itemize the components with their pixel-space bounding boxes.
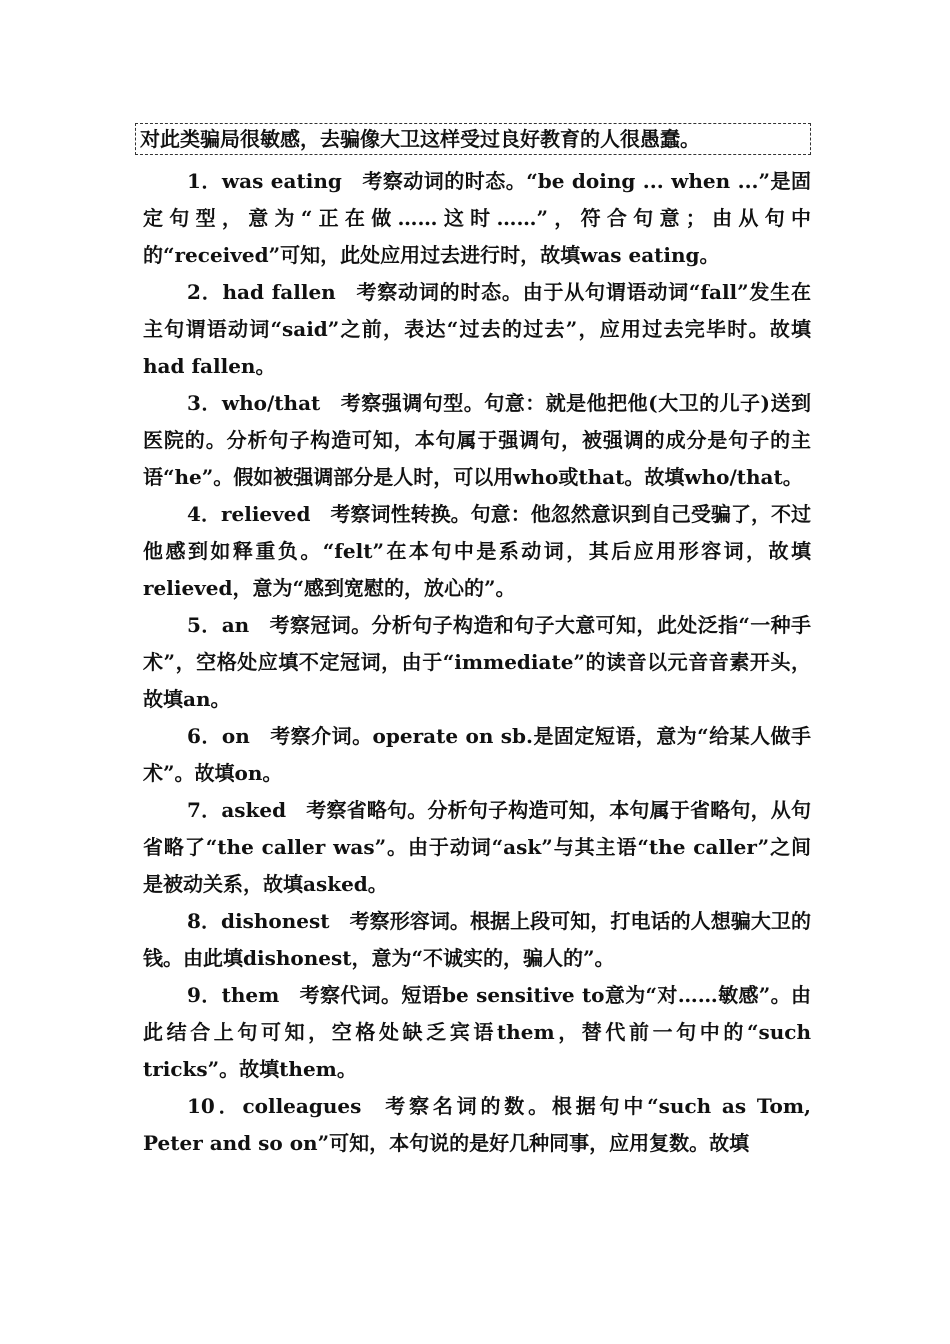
item-number: 4． bbox=[187, 502, 221, 526]
item-explanation: 考察动词的时态。由于从句谓语动词“fall”发生在主句谓语动词“said”之前，表达“过去的过去”，应用过去完毕时。故填had fallen。 bbox=[143, 280, 811, 378]
item-answer: on bbox=[221, 724, 250, 748]
item-number: 10． bbox=[187, 1094, 243, 1118]
item-explanation: 考察代词。短语be sensitive to意为“对……敏感”。由此结合上句可知，空格处缺乏宾语them，替代前一句中的“such tricks”。故填them。 bbox=[143, 983, 811, 1081]
answer-item bbox=[143, 385, 811, 496]
answer-item bbox=[143, 607, 811, 718]
answer-item bbox=[143, 903, 811, 977]
item-answer: who/that bbox=[221, 391, 321, 415]
item-answer: was eating bbox=[221, 169, 342, 193]
item-number: 7． bbox=[187, 798, 222, 822]
item-number: 6． bbox=[187, 724, 222, 748]
answer-item bbox=[143, 163, 811, 274]
item-explanation: 考察介词。operate on sb.是固定短语，意为“给某人做手术”。故填on。 bbox=[143, 724, 812, 785]
item-answer: them bbox=[221, 983, 280, 1007]
item-explanation: 考察省略句。分析句子构造可知，本句属于省略句，从句省略了“the caller was”。由于动词“ask”与其主语“the caller”之间是被动关系，故填asked。 bbox=[143, 798, 811, 896]
item-explanation: 考察形容词。根据上段可知，打电话的人想骗大卫的钱。由此填dishonest，意为“不诚实的，骗人的”。 bbox=[143, 909, 811, 970]
item-explanation: 考察强调句型。句意：就是他把他(大卫的儿子)送到医院的。分析句子构造可知，本句属于强调句，被强调的成分是句子的主语“he”。假如被强调部分是人时，可以用who或that。故填who/that。 bbox=[143, 391, 811, 489]
answer-item bbox=[143, 792, 811, 903]
item-number: 2． bbox=[187, 280, 223, 304]
answer-item bbox=[143, 274, 811, 385]
item-answer: had fallen bbox=[222, 280, 336, 304]
item-explanation: 考察冠词。分析句子构造和句子大意可知，此处泛指“一种手术”，空格处应填不定冠词，由于“immediate”的读音以元音音素开头，故填an。 bbox=[143, 613, 811, 711]
answer-item bbox=[143, 1088, 811, 1162]
answer-item bbox=[143, 496, 811, 607]
item-answer: colleagues bbox=[242, 1094, 362, 1118]
item-answer: relieved bbox=[220, 502, 311, 526]
item-number: 1． bbox=[187, 169, 222, 193]
item-number: 3． bbox=[187, 391, 222, 415]
item-number: 9． bbox=[187, 983, 222, 1007]
item-answer: asked bbox=[221, 798, 287, 822]
item-answer: an bbox=[221, 613, 250, 637]
item-number: 5． bbox=[187, 613, 222, 637]
item-explanation: 考察动词的时态。“be doing ... when ...”是固定句型，意为“正在做……这时……”，符合句意；由从句中的“received”可知，此处应用过去进行时，故填was eating。 bbox=[143, 169, 811, 267]
item-explanation: 考察词性转换。句意：他忽然意识到自己受骗了，不过他感到如释重负。“felt”在本句中是系动词，其后应用形容词，故填relieved，意为“感到宽慰的，放心的”。 bbox=[143, 502, 812, 600]
item-number: 8． bbox=[187, 909, 222, 933]
document-page bbox=[140, 123, 812, 1162]
answer-list bbox=[143, 163, 811, 1162]
answer-item bbox=[143, 718, 811, 792]
item-answer: dishonest bbox=[221, 909, 330, 933]
item-explanation: 考察名词的数。根据句中“such as Tom, Peter and so on”可知，本句说的是好几种同事，应用复数。故填 bbox=[143, 1094, 811, 1155]
intro-boxed-text: 对此类骗局很敏感，去骗像大卫这样受过良好教育的人很愚蠢。 bbox=[135, 123, 811, 155]
answer-item bbox=[143, 977, 811, 1088]
